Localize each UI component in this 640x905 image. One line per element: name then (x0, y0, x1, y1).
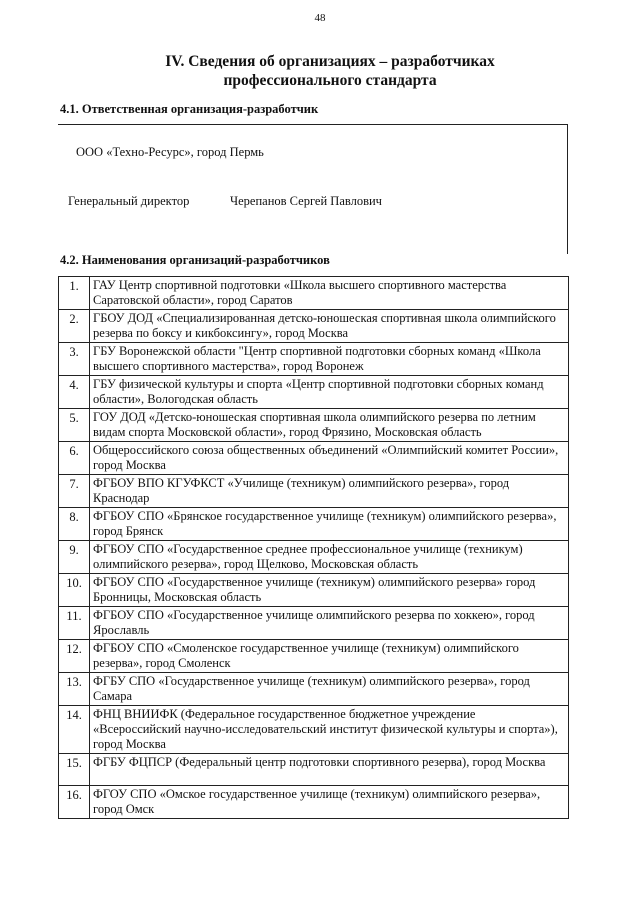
developers-table (58, 276, 569, 819)
table-row (59, 277, 569, 310)
row-org-name: ГБУ Воронежской области "Центр спортивной подготовки сборных команд «Школа высшего спортивного мастерства», город Воронеж (90, 343, 569, 376)
director-name: Черепанов Сергей Павлович (230, 194, 382, 208)
table-row (59, 310, 569, 343)
table-row (59, 409, 569, 442)
row-org-name: ФГБУ СПО «Государственное училище (техникум) олимпийского резерва», город Самара (90, 673, 569, 706)
row-org-name: ФГБУ ФЦПСР (Федеральный центр подготовки спортивного резерва), город Москва (90, 754, 569, 786)
row-number: 13. (59, 673, 90, 706)
table-row (59, 786, 569, 819)
table-row (59, 343, 569, 376)
table-row (59, 673, 569, 706)
row-number: 3. (59, 343, 90, 376)
row-number: 8. (59, 508, 90, 541)
row-org-name: ФГБОУ СПО «Государственное училище (техникум) олимпийского резерва» город Бронницы, Московская область (90, 574, 569, 607)
table-row (59, 541, 569, 574)
row-number: 12. (59, 640, 90, 673)
row-org-name: ФГБОУ СПО «Государственное училище олимпийского резерва по хоккею», город Ярославль (90, 607, 569, 640)
row-number: 11. (59, 607, 90, 640)
row-org-name: ГБОУ ДОД «Специализированная детско-юношеская спортивная школа олимпийского резерва по боксу и кикбоксингу», город Москва (90, 310, 569, 343)
section-title-line-1: IV. Сведения об организациях – разработчиках (165, 53, 495, 70)
table-row (59, 376, 569, 409)
section-title-line-2: профессионального стандарта (223, 72, 437, 89)
page-number: 48 (314, 12, 326, 24)
developers-heading: 4.2. Наименования организаций-разработчиков (60, 253, 330, 267)
row-number: 10. (59, 574, 90, 607)
row-number: 2. (59, 310, 90, 343)
table-row (59, 706, 569, 754)
table-row (59, 442, 569, 475)
row-number: 16. (59, 786, 90, 819)
row-org-name: ГАУ Центр спортивной подготовки «Школа высшего спортивного мастерства Саратовской области», город Саратов (90, 277, 569, 310)
row-org-name: ФГБОУ СПО «Государственное среднее профессиональное училище (техникум) олимпийского резерва», город Щелково, Московская область (90, 541, 569, 574)
director-role: Генеральный директор (68, 194, 190, 208)
table-row (59, 607, 569, 640)
row-org-name: ФГБОУ СПО «Смоленское государственное училище (техникум) олимпийского резерва», город Смоленск (90, 640, 569, 673)
responsible-org-box (58, 124, 568, 254)
row-number: 14. (59, 706, 90, 754)
row-number: 15. (59, 754, 90, 786)
row-number: 7. (59, 475, 90, 508)
table-row (59, 508, 569, 541)
row-org-name: ФГОУ СПО «Омское государственное училище (техникум) олимпийского резерва», город Омск (90, 786, 569, 819)
row-org-name: ФГБОУ СПО «Брянское государственное училище (техникум) олимпийского резерва», город Брянск (90, 508, 569, 541)
row-number: 5. (59, 409, 90, 442)
row-org-name: ФГБОУ ВПО КГУФКСТ «Училище (техникум) олимпийского резерва», город Краснодар (90, 475, 569, 508)
row-number: 4. (59, 376, 90, 409)
row-org-name: Общероссийского союза общественных объединений «Олимпийский комитет России», город Москва (90, 442, 569, 475)
responsible-org-heading: 4.1. Ответственная организация-разработчик (60, 102, 319, 116)
row-org-name: ГБУ физической культуры и спорта «Центр спортивной подготовки сборных команд области», Вологодская область (90, 376, 569, 409)
row-org-name: ФНЦ ВНИИФК (Федеральное государственное бюджетное учреждение «Всероссийский научно-исследовательский институт физической культуры и спорта»), город Москва (90, 706, 569, 754)
responsible-org-name: ООО «Техно-Ресурс», город Пермь (76, 145, 264, 159)
row-number: 1. (59, 277, 90, 310)
table-row (59, 640, 569, 673)
row-org-name: ГОУ ДОД «Детско-юношеская спортивная школа олимпийского резерва по летним видам спорта Московской области», город Фрязино, Московская область (90, 409, 569, 442)
row-number: 6. (59, 442, 90, 475)
row-number: 9. (59, 541, 90, 574)
table-row (59, 754, 569, 786)
section-title (60, 52, 600, 90)
table-row (59, 475, 569, 508)
table-row (59, 574, 569, 607)
